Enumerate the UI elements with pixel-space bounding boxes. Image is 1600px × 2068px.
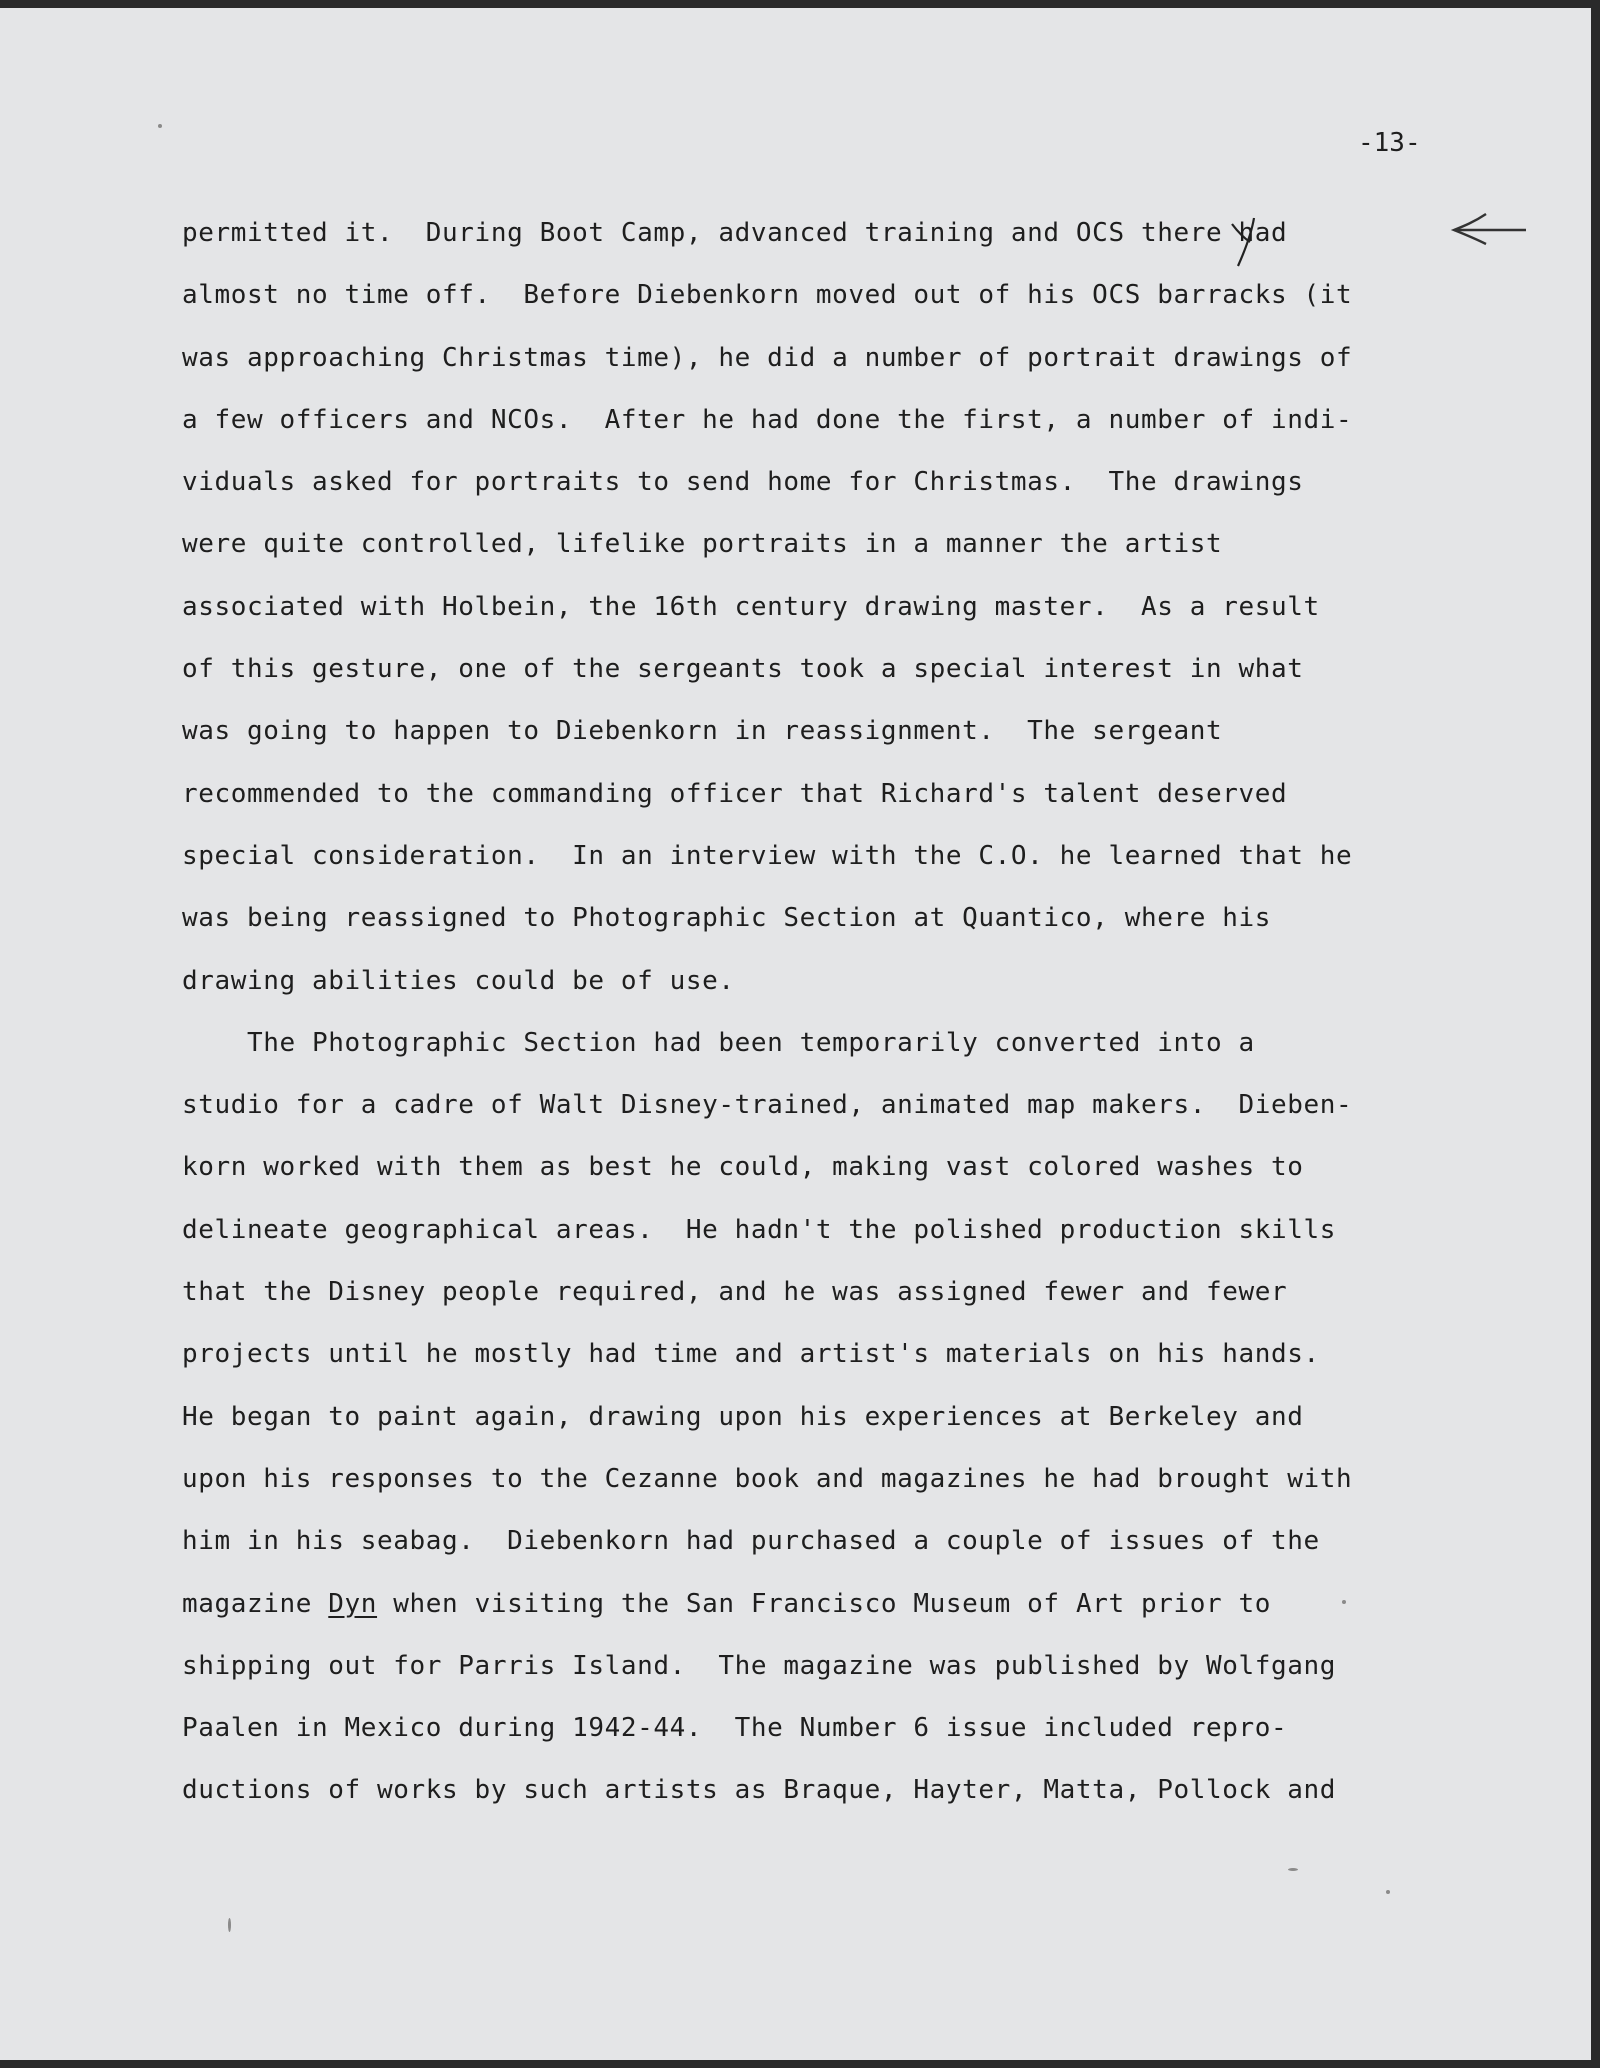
text-segment: when visiting the San Francisco Museum of Art prior to	[377, 1588, 1271, 1619]
text-line: ductions of works by such artists as Braque, Hayter, Matta, Pollock and	[182, 1775, 1336, 1806]
text-line: upon his responses to the Cezanne book and magazines he had brought with	[182, 1463, 1353, 1494]
text-line: shipping out for Parris Island. The magazine was published by Wolfgang	[182, 1650, 1336, 1681]
text-line: was being reassigned to Photographic Section at Quantico, where his	[182, 903, 1271, 934]
text-line: The Photographic Section had been temporarily converted into a	[182, 1027, 1255, 1058]
text-line: viduals asked for portraits to send home for Christmas. The drawings	[182, 467, 1304, 498]
text-line: Paalen in Mexico during 1942-44. The Number 6 issue included repro-	[182, 1713, 1288, 1744]
text-line: korn worked with them as best he could, making vast colored washes to	[182, 1152, 1304, 1183]
underlined-title: Dyn	[328, 1588, 378, 1619]
paper-speck	[1288, 1868, 1298, 1871]
text-line: permitted it. During Boot Camp, advanced training and OCS there had	[182, 218, 1288, 248]
text-line: projects until he mostly had time and artist's materials on his hands.	[182, 1339, 1320, 1370]
text-line: drawing abilities could be of use.	[182, 965, 735, 996]
text-line: of this gesture, one of the sergeants took a special interest in what	[182, 654, 1304, 685]
text-line: special consideration. In an interview with the C.O. he learned that he	[182, 840, 1353, 871]
document-page	[0, 8, 1591, 2060]
paper-speck	[158, 124, 162, 128]
text-line: a few officers and NCOs. After he had done the first, a number of indi-	[182, 404, 1353, 435]
text-segment: magazine	[182, 1588, 329, 1619]
text-line: associated with Holbein, the 16th century drawing master. As a result	[182, 591, 1320, 622]
body-text	[182, 216, 1352, 1836]
paper-speck	[1386, 1890, 1390, 1894]
text-line: him in his seabag. Diebenkorn had purchased a couple of issues of the	[182, 1526, 1320, 1557]
text-line: was going to happen to Diebenkorn in reassignment. The sergeant	[182, 716, 1223, 747]
text-line: that the Disney people required, and he was assigned fewer and fewer	[182, 1277, 1288, 1308]
text-line: studio for a cadre of Walt Disney-trained, animated map makers. Dieben-	[182, 1090, 1353, 1121]
left-arrow-icon	[1448, 208, 1528, 253]
text-line: He began to paint again, drawing upon his experiences at Berkeley and	[182, 1401, 1304, 1432]
paper-speck	[1342, 1600, 1346, 1604]
paper-speck	[228, 1918, 231, 1932]
text-line: almost no time off. Before Diebenkorn moved out of his OCS barracks (it	[182, 280, 1353, 311]
text-line: recommended to the commanding officer that Richard's talent deserved	[182, 778, 1288, 809]
page-number: -13-	[1358, 128, 1421, 158]
text-line: delineate geographical areas. He hadn't the polished production skills	[182, 1214, 1336, 1245]
text-line	[182, 1587, 1352, 1649]
text-line: were quite controlled, lifelike portraits in a manner the artist	[182, 529, 1223, 560]
text-line: was approaching Christmas time), he did a number of portrait drawings of	[182, 342, 1353, 373]
